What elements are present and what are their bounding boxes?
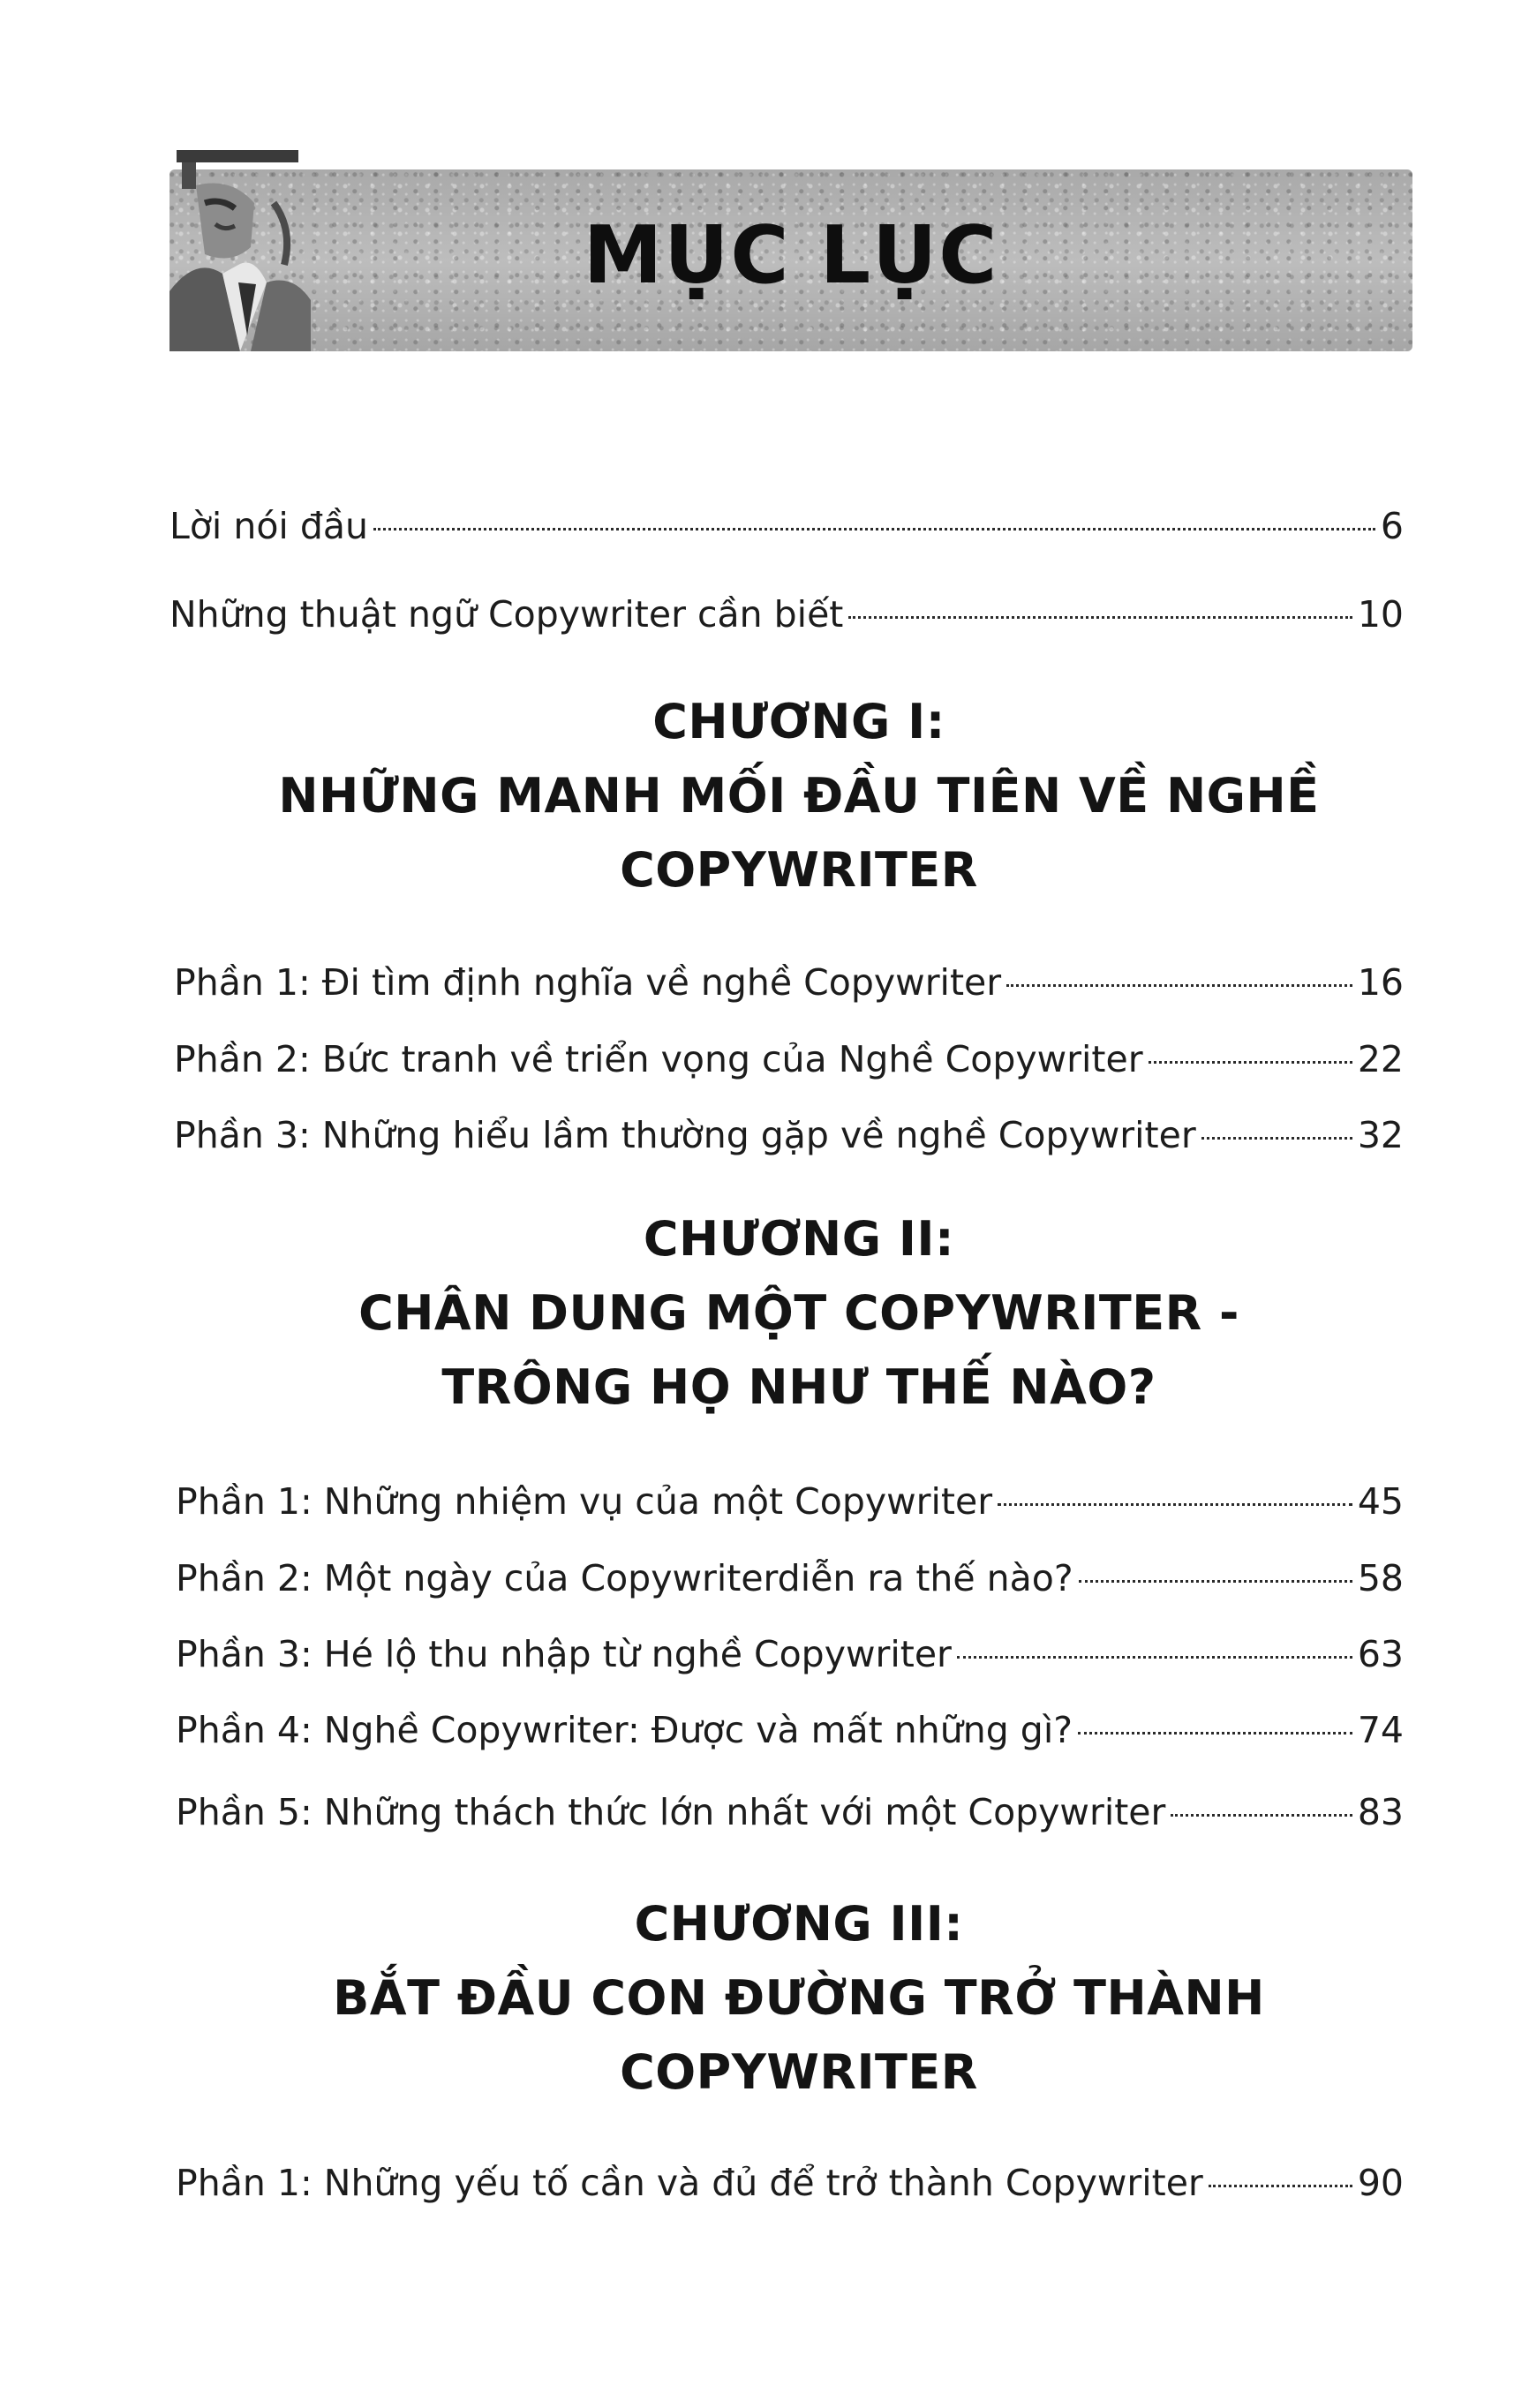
toc-entry-page: 58 — [1357, 1557, 1404, 1599]
toc-entry-page: 10 — [1357, 593, 1404, 636]
toc-entry-ch1-3 — [174, 1110, 1404, 1160]
toc-entry-label: Phần 2: Bức tranh về triển vọng của Nghề Copywriter — [174, 1038, 1143, 1080]
toc-leader-dots — [1149, 1061, 1352, 1064]
toc-leader-dots — [1209, 2185, 1352, 2187]
chapter-1-heading — [194, 685, 1404, 907]
chapter-1-number: CHƯƠNG I: — [652, 694, 945, 749]
toc-leader-dots — [1171, 1814, 1352, 1817]
chapter-2-heading — [194, 1202, 1404, 1425]
toc-leader-dots — [373, 528, 1375, 531]
chapter-3-title-line-1: BẮT ĐẦU CON ĐƯỜNG TRỞ THÀNH — [333, 1970, 1265, 2026]
toc-entry-ch1-2 — [174, 1035, 1404, 1084]
toc-entry-ch2-1 — [176, 1477, 1404, 1526]
toc-entry-label: Phần 5: Những thách thức lớn nhất với một Copywriter — [176, 1791, 1166, 1833]
toc-leader-dots — [998, 1503, 1352, 1506]
toc-entry-label: Phần 3: Hé lộ thu nhập từ nghề Copywriter — [176, 1633, 952, 1675]
toc-leader-dots — [957, 1656, 1352, 1659]
toc-leader-dots — [848, 616, 1352, 619]
toc-entry-intro-1 — [169, 501, 1404, 551]
toc-entry-label: Phần 2: Một ngày của Copywriterdiễn ra thế nào? — [176, 1557, 1073, 1599]
toc-entry-page: 74 — [1357, 1709, 1404, 1751]
toc-entry-page: 6 — [1380, 505, 1404, 547]
toc-entry-page: 83 — [1357, 1791, 1404, 1833]
chapter-2-title-line-2: TRÔNG HỌ NHƯ THẾ NÀO? — [441, 1359, 1156, 1415]
chapter-1-title-line-2: COPYWRITER — [620, 842, 978, 898]
toc-entry-ch3-1 — [176, 2158, 1404, 2208]
chapter-1-title-line-1: NHỮNG MANH MỐI ĐẦU TIÊN VỀ NGHỀ — [278, 768, 1320, 824]
toc-entry-label: Phần 4: Nghề Copywriter: Được và mất những gì? — [176, 1709, 1073, 1751]
toc-leader-dots — [1078, 1732, 1352, 1735]
toc-entry-page: 90 — [1357, 2162, 1404, 2204]
chapter-3-heading — [194, 1887, 1404, 2110]
toc-entry-label: Phần 3: Những hiểu lầm thường gặp về nghề Copywriter — [174, 1114, 1196, 1156]
toc-entry-page: 32 — [1357, 1114, 1404, 1156]
chapter-3-title-line-2: COPYWRITER — [620, 2044, 978, 2100]
chapter-2-number: CHƯƠNG II: — [643, 1211, 955, 1267]
toc-entry-ch2-3 — [176, 1629, 1404, 1679]
toc-banner — [169, 169, 1412, 351]
toc-entry-ch1-1 — [174, 958, 1404, 1007]
toc-entry-label: Phần 1: Đi tìm định nghĩa về nghề Copywriter — [174, 961, 1002, 1004]
toc-entry-intro-2 — [169, 590, 1404, 639]
toc-leader-dots — [1079, 1580, 1352, 1583]
chapter-3-number: CHƯƠNG III: — [634, 1896, 964, 1952]
toc-entry-ch2-5 — [176, 1787, 1404, 1837]
toc-entry-label: Lời nói đầu — [169, 505, 368, 547]
toc-entry-page: 16 — [1357, 961, 1404, 1004]
toc-title: MỤC LỤC — [583, 209, 999, 302]
toc-leader-dots — [1006, 984, 1352, 987]
toc-entry-page: 63 — [1357, 1633, 1404, 1675]
toc-entry-label: Những thuật ngữ Copywriter cần biết — [169, 593, 844, 636]
toc-entry-ch2-2 — [176, 1554, 1404, 1603]
chapter-2-title-line-1: CHÂN DUNG MỘT COPYWRITER - — [358, 1285, 1239, 1341]
toc-entry-page: 22 — [1357, 1038, 1404, 1080]
toc-entry-page: 45 — [1357, 1480, 1404, 1523]
toc-entry-label: Phần 1: Những nhiệm vụ của một Copywriter — [176, 1480, 993, 1523]
toc-entry-ch2-4 — [176, 1705, 1404, 1755]
toc-leader-dots — [1201, 1137, 1352, 1140]
toc-entry-label: Phần 1: Những yếu tố cần và đủ để trở thành Copywriter — [176, 2162, 1203, 2204]
